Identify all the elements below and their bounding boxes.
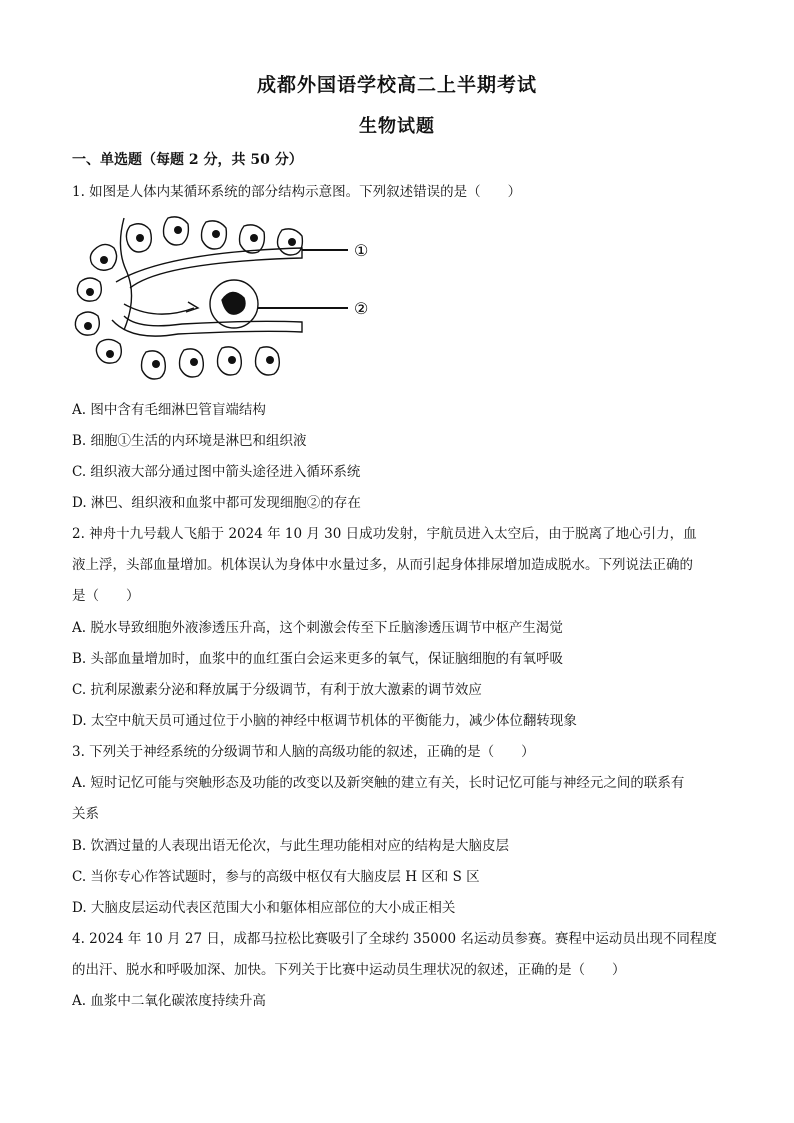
q3-option-b: B. 饮酒过量的人表现出语无伦次，与此生理功能相对应的结构是大脑皮层 [72,838,510,854]
figure-label-2: ② [354,299,369,318]
q1-option-c: C. 组织液大部分通过图中箭头途径进入循环系统 [72,464,361,480]
exam-subject: 生物试题 [359,116,435,137]
q2-option-d: D. 太空中航天员可通过位于小脑的神经中枢调节机体的平衡能力，减少体位翻转现象 [72,713,577,729]
figure-label-1: ① [354,241,369,260]
section-heading: 一、单选题（每题 2 分，共 50 分） [72,152,303,168]
q3-option-a-cont: 关系 [72,806,99,822]
q4-stem-line1: 4. 2024 年 10 月 27 日，成都马拉松比赛吸引了全球约 35000 名运动员参赛。赛程中运动员出现不同程度 [72,931,717,947]
q2-option-c: C. 抗利尿激素分泌和释放属于分级调节，有利于放大激素的调节效应 [72,682,482,698]
q1-option-a: A. 图中含有毛细淋巴管盲端结构 [72,402,266,418]
q1-option-b: B. 细胞①生活的内环境是淋巴和组织液 [72,433,307,449]
q4-option-a: A. 血浆中二氧化碳浓度持续升高 [72,993,266,1009]
q1-option-d: D. 淋巴、组织液和血浆中都可发现细胞②的存在 [72,495,361,511]
q4-stem-line2: 的出汗、脱水和呼吸加深、加快。下列关于比赛中运动员生理状况的叙述，正确的是（ ） [72,962,626,978]
q3-option-a: A. 短时记忆可能与突触形态及功能的改变以及新突触的建立有关，长时记忆可能与神经元之间的联系有 [72,775,685,791]
q3-stem: 3. 下列关于神经系统的分级调节和人脑的高级功能的叙述，正确的是（ ） [72,744,535,760]
q2-option-b: B. 头部血量增加时，血浆中的血红蛋白会运来更多的氧气，保证脑细胞的有氧呼吸 [72,651,564,667]
q2-stem-line3: 是（ ） [72,588,140,604]
q1-stem: 1. 如图是人体内某循环系统的部分结构示意图。下列叙述错误的是（ ） [72,184,522,200]
exam-title: 成都外国语学校高二上半期考试 [256,74,537,96]
circulation-diagram [72,212,382,390]
q2-stem-line2: 液上浮，头部血量增加。机体误认为身体中水量过多，从而引起身体排尿增加造成脱水。下列说法正确的 [72,557,693,573]
q2-option-a: A. 脱水导致细胞外液渗透压升高，这个刺激会传至下丘脑渗透压调节中枢产生渴觉 [72,620,563,636]
q2-stem-line1: 2. 神舟十九号载人飞船于 2024 年 10 月 30 日成功发射，宇航员进入太空后，由于脱离了地心引力，血 [72,526,697,542]
q3-option-c: C. 当你专心作答试题时，参与的高级中枢仅有大脑皮层 H 区和 S 区 [72,869,480,885]
q3-option-d: D. 大脑皮层运动代表区范围大小和躯体相应部位的大小成正相关 [72,900,456,916]
circulation-diagram-svg [72,212,382,390]
